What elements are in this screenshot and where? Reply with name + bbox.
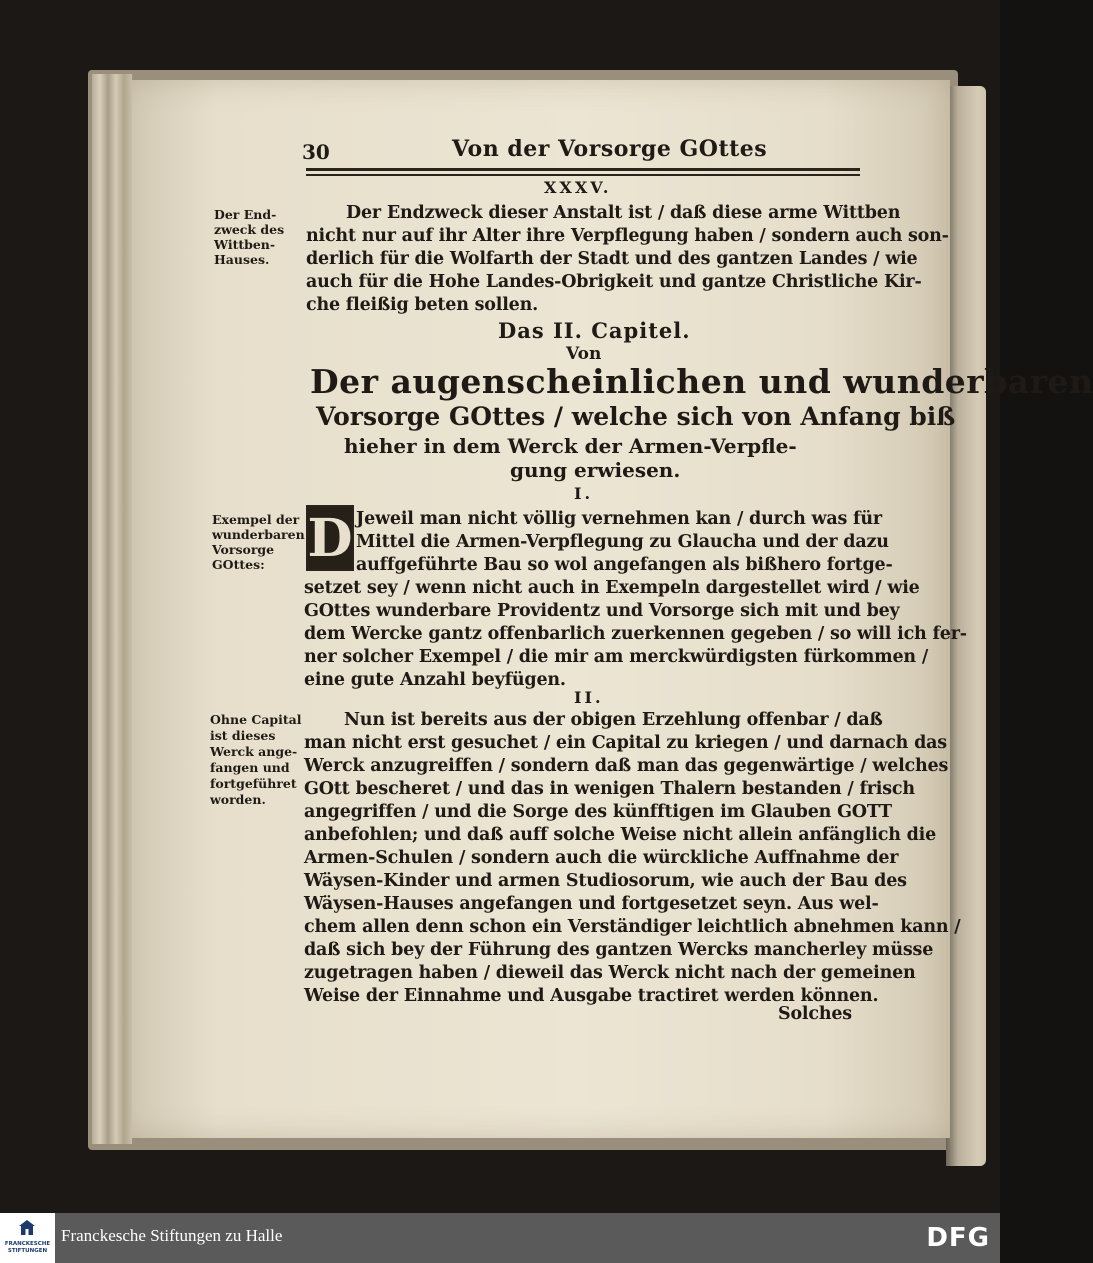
- catchword: Solches: [778, 1004, 852, 1024]
- page-stack-edge: [92, 74, 132, 1144]
- franckesche-logo[interactable]: [0, 1213, 55, 1263]
- chapter-heading: Das II. Capitel.: [498, 318, 691, 343]
- section-label-xxxv: XXXV.: [544, 178, 612, 197]
- header-rule: [306, 168, 860, 171]
- chapter-title-line-4: gung erwiesen.: [510, 458, 681, 482]
- running-head: Von der Vorsorge GOttes: [452, 136, 768, 162]
- dfg-logo[interactable]: DFG: [926, 1223, 990, 1253]
- chapter-title-line-2: Vorsorge GOttes / welche sich von Anfang biß: [316, 402, 956, 431]
- section-label-i: I.: [574, 484, 594, 503]
- scanned-book-image: 30 Von der Vorsorge GOttes XXXV. Der End- zweck des Wittben- Hauses. Der Endzweck dieser Anstalt ist / daß diese arme Wittben nicht nur auf ihr Alter ihre Verpflegung haben / sondern auch son- derlich für die Wolfarth der Stadt und des gantzen Landes / wie auch für die Hohe Landes-Obrigkeit und gantze Christliche Kir- che fleißig beten sollen. Das II. Capitel. Von Der augenscheinlichen und wunderbaren Vorsorge GOttes / welche sich von Anfang biß hieher in dem Werck der Armen-Verpfle- gung erwiesen. I. Exempel der wunderbaren Vorsorge GOttes: D Jeweil man nicht völlig vernehmen kan / durch was für Mittel die Armen-Verpflegung zu Glaucha und der dazu auffgeführte Bau so wol angefangen als bißhero fortge- setzet sey / wenn nicht auch in Exempeln dargestellet wird / wie GOttes wunderbare Providentz und Vorsorge sich mit und bey dem Wercke gantz offenbarlich zuerkennen gegeben / so will ich fer- ner solcher Exempel / die mir am merckwürdigsten fürkommen / eine gute Anzahl beyfügen. II. Ohne Capital ist dieses Werck ange- fangen und fortgeführet worden. Nun ist bereits aus der obigen Erzehlung offenbar / daß man nicht erst gesuchet / ein Capital zu kriegen / und darnach das Werck anzugreiffen / sondern daß man das gegenwärtige / welches GOtt bescheret / und das in wenigen Thalern bestanden / frisch angegriffen / und die Sorge des künfftigen im Glauben GOTT anbefohlen; und daß auff solche Weise nicht allein anfänglich die Armen-Schulen / sondern auch die würckliche Auffnahme der Wäysen-Kinder und armen Studiosorum, wie auch der Bau des Wäysen-Hauses angefangen und fortgesetzet seyn. Aus wel- chem allen denn schon ein Verständiger leichtlich abnehmen kann / daß sich bey der Führung des gantzen Wercks mancherley müsse zugetragen haben / dieweil das Werck nicht nach der gemeinen Weise der Einnahme und Ausgabe tractiret werden können. Solches: [0, 0, 1000, 1213]
- chapter-von: Von: [566, 344, 602, 364]
- viewer-footer: [0, 1213, 1000, 1263]
- section-label-ii: II.: [574, 688, 604, 707]
- header-rule-thin: [306, 174, 860, 176]
- page-number: 30: [302, 140, 330, 164]
- decorated-initial: D: [306, 505, 354, 571]
- chapter-title-line-3: hieher in dem Werck der Armen-Verpfle-: [344, 434, 797, 458]
- building-icon: [18, 1219, 36, 1237]
- chapter-title-line-1: Der augenscheinlichen und wunderbaren: [310, 362, 1093, 401]
- institution-name[interactable]: Franckesche Stiftungen zu Halle: [61, 1226, 283, 1245]
- logo-caption: FRANCKESCHE STIFTUNGEN: [4, 1241, 51, 1254]
